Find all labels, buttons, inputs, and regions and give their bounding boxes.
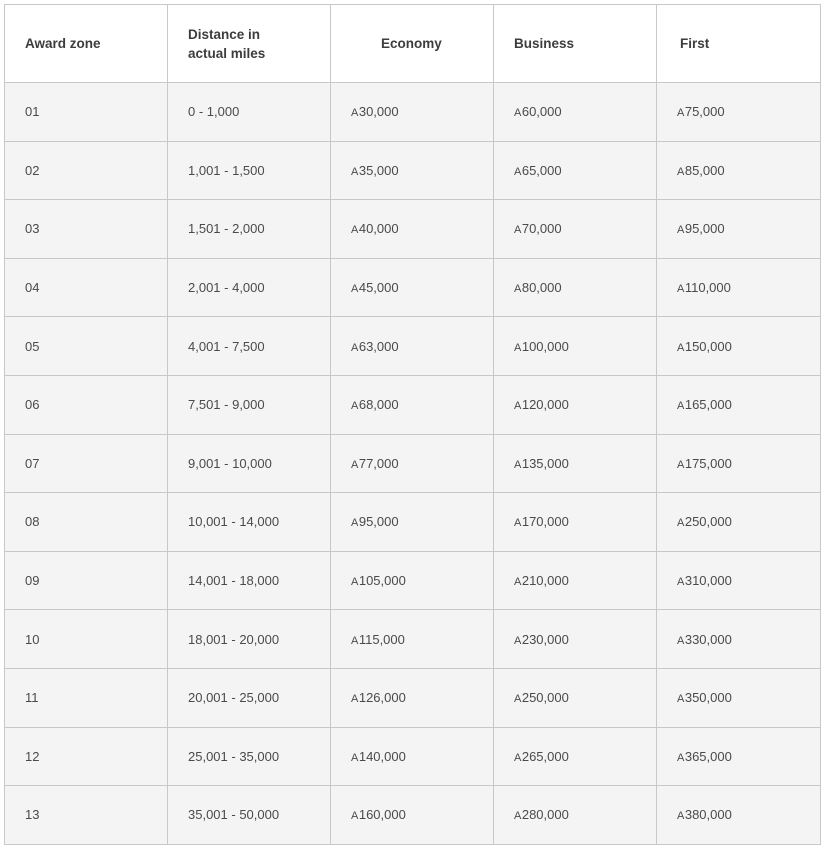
cell-business: [494, 727, 657, 786]
avios-currency-icon: A: [351, 283, 358, 296]
cell-distance-value: 25,001 - 35,000: [188, 748, 280, 764]
cell-business: [494, 493, 657, 552]
cell-economy: [331, 141, 494, 200]
avios-currency-icon: A: [677, 517, 684, 530]
cell-first-value: 150,000: [684, 338, 732, 354]
award-chart-table: [4, 4, 821, 845]
cell-zone-value: 11: [25, 690, 39, 706]
avios-currency-icon: A: [677, 224, 684, 237]
cell-economy: [331, 83, 494, 142]
cell-business-value: 250,000: [521, 690, 569, 706]
avios-currency-icon: A: [514, 576, 521, 589]
cell-economy: [331, 551, 494, 610]
cell-zone: [5, 200, 168, 259]
avios-currency-icon: A: [514, 224, 521, 237]
avios-currency-icon: A: [677, 576, 684, 589]
avios-currency-icon: A: [351, 341, 358, 354]
cell-first-value: 165,000: [684, 397, 732, 413]
cell-zone-value: 03: [25, 221, 40, 237]
avios-currency-icon: A: [514, 400, 521, 413]
avios-currency-icon: A: [514, 341, 521, 354]
cell-economy: [331, 668, 494, 727]
cell-economy: [331, 200, 494, 259]
avios-currency-icon: A: [351, 107, 358, 120]
cell-business: [494, 141, 657, 200]
cell-business-value: 170,000: [521, 514, 569, 530]
cell-zone: [5, 727, 168, 786]
cell-distance: [168, 786, 331, 845]
cell-zone: [5, 551, 168, 610]
avios-currency-icon: A: [677, 751, 684, 764]
cell-business-value: 70,000: [521, 221, 562, 237]
cell-first: [657, 258, 821, 317]
cell-first-value: 350,000: [684, 690, 732, 706]
cell-business: [494, 434, 657, 493]
cell-first-value: 95,000: [684, 221, 725, 237]
cell-zone-value: 02: [25, 162, 40, 178]
cell-distance-value: 9,001 - 10,000: [188, 455, 272, 471]
cell-distance: [168, 317, 331, 376]
avios-currency-icon: A: [677, 107, 684, 120]
cell-first: [657, 551, 821, 610]
table-header: [5, 5, 821, 83]
cell-distance: [168, 727, 331, 786]
cell-distance: [168, 258, 331, 317]
cell-distance-value: 20,001 - 25,000: [188, 690, 280, 706]
cell-distance-value: 35,001 - 50,000: [188, 807, 280, 823]
cell-distance: [168, 83, 331, 142]
cell-business: [494, 668, 657, 727]
cell-distance: [168, 375, 331, 434]
cell-zone: [5, 434, 168, 493]
cell-zone-value: 10: [25, 631, 40, 647]
cell-business-value: 210,000: [521, 573, 569, 589]
cell-economy: [331, 434, 494, 493]
cell-business: [494, 786, 657, 845]
table-row: [5, 668, 821, 727]
cell-business-value: 60,000: [521, 104, 562, 120]
header-award-zone: Award zone: [5, 5, 168, 83]
table-row: [5, 551, 821, 610]
cell-distance-value: 0 - 1,000: [188, 104, 240, 120]
table-row: [5, 258, 821, 317]
avios-currency-icon: A: [351, 458, 358, 471]
cell-economy-value: 30,000: [358, 104, 399, 120]
cell-first: [657, 141, 821, 200]
avios-currency-icon: A: [514, 751, 521, 764]
avios-currency-icon: A: [351, 810, 358, 823]
avios-currency-icon: A: [514, 107, 521, 120]
cell-economy: [331, 258, 494, 317]
cell-zone: [5, 141, 168, 200]
cell-distance-value: 1,501 - 2,000: [188, 221, 265, 237]
cell-business: [494, 258, 657, 317]
cell-economy: [331, 493, 494, 552]
cell-first-value: 310,000: [684, 573, 732, 589]
header-row: [5, 5, 821, 83]
avios-currency-icon: A: [677, 458, 684, 471]
cell-first-value: 330,000: [684, 631, 732, 647]
cell-economy-value: 115,000: [358, 631, 405, 647]
avios-currency-icon: A: [514, 634, 521, 647]
cell-first: [657, 493, 821, 552]
cell-business-value: 265,000: [521, 748, 569, 764]
cell-distance-value: 18,001 - 20,000: [188, 631, 280, 647]
header-economy: Economy: [331, 5, 494, 83]
avios-currency-icon: A: [514, 810, 521, 823]
cell-business: [494, 375, 657, 434]
cell-distance: [168, 141, 331, 200]
cell-zone: [5, 493, 168, 552]
cell-zone: [5, 786, 168, 845]
avios-currency-icon: A: [677, 810, 684, 823]
cell-zone: [5, 317, 168, 376]
avios-currency-icon: A: [351, 165, 358, 178]
cell-economy-value: 160,000: [358, 807, 406, 823]
cell-distance-value: 2,001 - 4,000: [188, 280, 265, 296]
table-row: [5, 786, 821, 845]
cell-zone: [5, 83, 168, 142]
cell-economy-value: 40,000: [358, 221, 399, 237]
cell-economy: [331, 375, 494, 434]
cell-economy-value: 35,000: [358, 162, 399, 178]
table-row: [5, 493, 821, 552]
avios-currency-icon: A: [351, 224, 358, 237]
cell-economy-value: 68,000: [358, 397, 399, 413]
avios-currency-icon: A: [677, 283, 684, 296]
cell-zone-value: 05: [25, 338, 40, 354]
cell-zone-value: 01: [25, 104, 40, 120]
table-body: [5, 83, 821, 845]
cell-first-value: 85,000: [684, 162, 725, 178]
cell-economy-value: 126,000: [358, 690, 406, 706]
avios-currency-icon: A: [514, 165, 521, 178]
cell-distance: [168, 434, 331, 493]
cell-first: [657, 610, 821, 669]
cell-zone: [5, 668, 168, 727]
cell-first: [657, 434, 821, 493]
cell-business: [494, 610, 657, 669]
cell-zone-value: 09: [25, 573, 40, 589]
cell-business: [494, 83, 657, 142]
cell-distance: [168, 493, 331, 552]
avios-currency-icon: A: [514, 283, 521, 296]
cell-distance-value: 10,001 - 14,000: [188, 514, 280, 530]
cell-zone: [5, 258, 168, 317]
cell-economy-value: 45,000: [358, 280, 399, 296]
header-distance-line1: Distance in: [188, 26, 261, 42]
cell-zone-value: 04: [25, 280, 40, 296]
cell-distance-value: 4,001 - 7,500: [188, 338, 265, 354]
avios-currency-icon: A: [351, 517, 358, 530]
header-distance-line2: actual miles: [188, 45, 266, 61]
header-first: First: [657, 5, 821, 83]
cell-first: [657, 727, 821, 786]
cell-business-value: 65,000: [521, 162, 562, 178]
cell-zone-value: 12: [25, 748, 40, 764]
header-business: Business: [494, 5, 657, 83]
cell-distance: [168, 668, 331, 727]
avios-currency-icon: A: [351, 634, 358, 647]
table-row: [5, 83, 821, 142]
cell-first-value: 365,000: [684, 748, 732, 764]
cell-distance-value: 7,501 - 9,000: [188, 397, 265, 413]
cell-first-value: 75,000: [684, 104, 725, 120]
avios-currency-icon: A: [351, 400, 358, 413]
cell-first-value: 250,000: [684, 514, 732, 530]
cell-distance-value: 1,001 - 1,500: [188, 162, 265, 178]
avios-currency-icon: A: [514, 693, 521, 706]
avios-currency-icon: A: [351, 693, 358, 706]
cell-first-value: 175,000: [684, 455, 732, 471]
cell-economy-value: 63,000: [358, 338, 399, 354]
cell-first: [657, 317, 821, 376]
cell-first: [657, 668, 821, 727]
cell-business-value: 100,000: [521, 338, 569, 354]
cell-first: [657, 200, 821, 259]
cell-zone: [5, 375, 168, 434]
cell-distance-value: 14,001 - 18,000: [188, 573, 280, 589]
table-row: [5, 317, 821, 376]
cell-economy-value: 140,000: [358, 748, 406, 764]
cell-economy: [331, 610, 494, 669]
cell-business: [494, 200, 657, 259]
avios-currency-icon: A: [514, 458, 521, 471]
cell-first: [657, 786, 821, 845]
cell-distance: [168, 200, 331, 259]
avios-currency-icon: A: [351, 576, 358, 589]
avios-currency-icon: A: [677, 165, 684, 178]
cell-economy: [331, 727, 494, 786]
cell-first-value: 110,000: [684, 280, 731, 296]
avios-currency-icon: A: [514, 517, 521, 530]
cell-business-value: 80,000: [521, 280, 562, 296]
cell-economy-value: 105,000: [358, 573, 406, 589]
table-row: [5, 200, 821, 259]
table-row: [5, 610, 821, 669]
avios-currency-icon: A: [677, 341, 684, 354]
cell-economy: [331, 786, 494, 845]
cell-distance: [168, 610, 331, 669]
avios-currency-icon: A: [677, 400, 684, 413]
cell-economy: [331, 317, 494, 376]
table-row: [5, 141, 821, 200]
cell-zone-value: 07: [25, 455, 40, 471]
cell-economy-value: 95,000: [358, 514, 399, 530]
table-row: [5, 375, 821, 434]
avios-currency-icon: A: [351, 751, 358, 764]
table-row: [5, 727, 821, 786]
avios-currency-icon: A: [677, 693, 684, 706]
cell-business-value: 135,000: [521, 455, 569, 471]
cell-business-value: 280,000: [521, 807, 569, 823]
cell-zone: [5, 610, 168, 669]
cell-economy-value: 77,000: [358, 455, 399, 471]
avios-currency-icon: A: [677, 634, 684, 647]
cell-first: [657, 83, 821, 142]
cell-business: [494, 551, 657, 610]
cell-business: [494, 317, 657, 376]
cell-business-value: 120,000: [521, 397, 569, 413]
cell-zone-value: 08: [25, 514, 40, 530]
cell-first: [657, 375, 821, 434]
cell-business-value: 230,000: [521, 631, 569, 647]
cell-zone-value: 13: [25, 807, 40, 823]
cell-distance: [168, 551, 331, 610]
table-row: [5, 434, 821, 493]
cell-zone-value: 06: [25, 397, 40, 413]
cell-first-value: 380,000: [684, 807, 732, 823]
header-distance: [168, 5, 331, 83]
